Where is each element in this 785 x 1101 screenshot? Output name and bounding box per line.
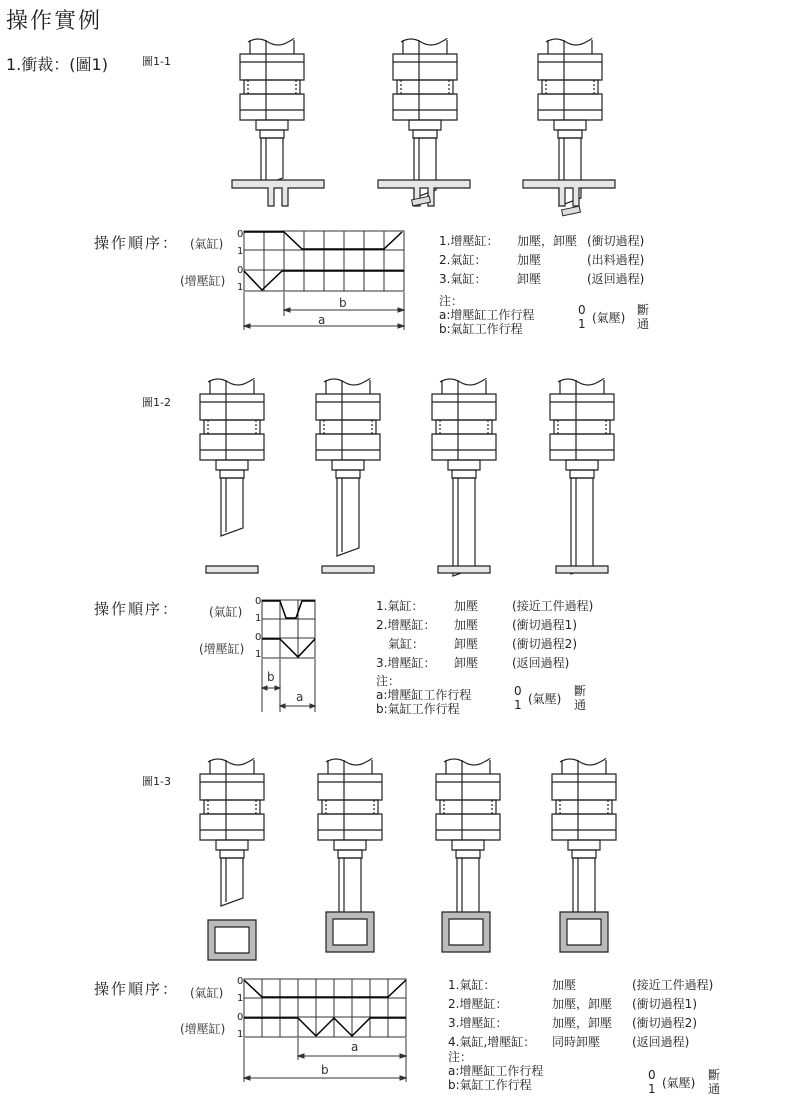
dimension-b-2: b: [267, 670, 275, 684]
sequence-label-3: 操作順序：: [94, 980, 180, 998]
section-title: 1.衝裁：(圖1): [6, 55, 108, 74]
figure-label-1: 圖1-1: [142, 55, 171, 68]
dimension-b-1: b: [339, 296, 347, 310]
step-row: 1.增壓缸： 加壓，卸壓 (衝切過程): [439, 234, 645, 248]
legend-pressure-2: (氣壓): [528, 692, 562, 706]
tick-0: 0: [237, 265, 244, 276]
tick-1: 1: [237, 1029, 244, 1040]
step-row: 3.增壓缸： 卸壓 (返回過程): [376, 656, 570, 670]
step-row: 4.氣缸,增壓缸： 同時卸壓 (返回過程): [448, 1035, 690, 1049]
tick-1: 1: [255, 613, 262, 624]
step-row: 1.氣缸： 加壓 (接近工件過程): [448, 978, 714, 992]
tick-0: 0: [237, 1012, 244, 1023]
dimension-a-3: a: [351, 1040, 359, 1054]
legend-state-2: 斷 通: [574, 684, 587, 712]
step-row: 2.增壓缸： 加壓 (衝切過程1): [376, 618, 577, 632]
step-row: 1.氣缸： 加壓 (接近工件過程): [376, 599, 594, 613]
tick-0: 0: [255, 632, 262, 643]
notes-2: 注： a:增壓缸工作行程 b:氣缸工作行程: [376, 674, 472, 716]
figure-label-2: 圖1-2: [142, 396, 171, 409]
legend-3: 0 1: [648, 1068, 656, 1096]
tick-1: 1: [237, 282, 244, 293]
row-label-booster-1: (增壓缸): [180, 274, 226, 288]
notes-3: 注： a:增壓缸工作行程 b:氣缸工作行程: [448, 1050, 544, 1092]
tick-0: 0: [255, 596, 262, 607]
step-row: 3.氣缸： 卸壓 (返回過程): [439, 272, 645, 286]
step-row: 2.氣缸： 加壓 (出料過程): [439, 253, 645, 267]
tick-1: 1: [237, 246, 244, 257]
legend-2: 0 1: [514, 684, 522, 712]
dimension-a-1: a: [318, 313, 326, 327]
dimension-b-3: b: [321, 1063, 329, 1077]
tick-0: 0: [237, 229, 244, 240]
legend-1: 0 1: [578, 303, 586, 331]
row-label-air-1: (氣缸): [190, 237, 224, 251]
step-row: 氣缸： 卸壓 (衝切過程2): [376, 637, 577, 651]
tick-1: 1: [255, 649, 262, 660]
tick-1: 1: [237, 993, 244, 1004]
sequence-label-2: 操作順序：: [94, 600, 180, 618]
legend-state-3: 斷 通: [708, 1068, 721, 1096]
legend-state-1: 斷 通: [637, 303, 650, 331]
row-label-air-2: (氣缸): [209, 605, 243, 619]
step-row: 2.增壓缸： 加壓，卸壓 (衝切過程1): [448, 997, 697, 1011]
row-label-booster-3: (增壓缸): [180, 1022, 226, 1036]
notes-1: 注： a:增壓缸工作行程 b:氣缸工作行程: [439, 294, 535, 336]
dimension-a-2: a: [296, 690, 304, 704]
row-label-booster-2: (增壓缸): [199, 642, 245, 656]
figure-label-3: 圖1-3: [142, 775, 171, 788]
legend-pressure-3: (氣壓): [662, 1076, 696, 1090]
legend-pressure-1: (氣壓): [592, 311, 626, 325]
sequence-label-1: 操作順序：: [94, 234, 180, 252]
row-label-air-3: (氣缸): [190, 986, 224, 1000]
tick-0: 0: [237, 976, 244, 987]
step-row: 3.增壓缸： 加壓，卸壓 (衝切過程2): [448, 1016, 697, 1030]
steps-3: [448, 976, 713, 1052]
page-title: 操作實例: [6, 9, 103, 34]
